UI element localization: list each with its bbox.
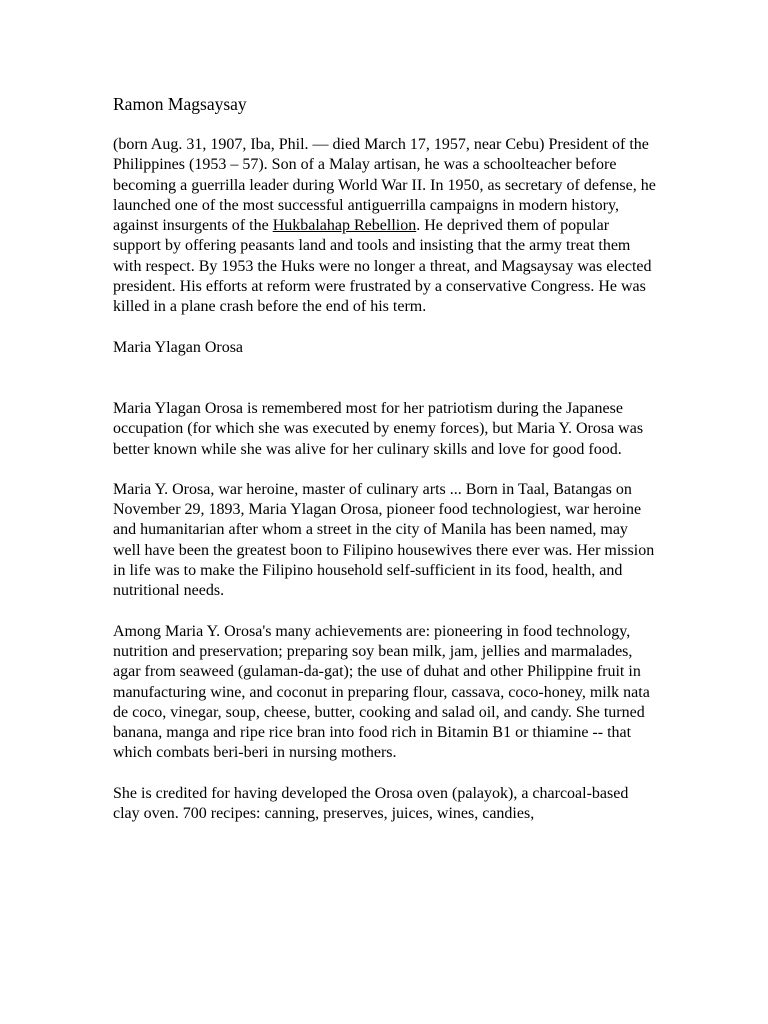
orosa-paragraph-1: Maria Ylagan Orosa is remembered most for her patriotism during the Japanese occupation (for which she was executed by enemy forces), but Maria Y. Orosa was better known while she was alive for her culinary skills and love for good food. [113,399,644,458]
document-page [113,93,658,844]
hukbalahap-rebellion-link[interactable]: Hukbalahap Rebellion [272,217,417,235]
orosa-paragraph-4: She is credited for having developed the Orosa oven (palayok), a charcoal-based clay oven. 700 recipes: canning, preserves, juices, wines, candies, [113,784,629,823]
document-title: Ramon Magsaysay [113,94,247,114]
orosa-paragraph-2: Maria Y. Orosa, war heroine, master of culinary arts ... Born in Taal, Batangas on November 29, 1893, Maria Ylagan Orosa, pioneer food technologiest, war heroine and humanitarian after whom a street in the city of Manila has been named, may well have been the greatest boon to Filipino housewives there ever was. Her mission in life was to make the Filipino household self-sufficient in its food, health, and nutritional needs. [113,480,655,600]
section-heading-orosa: Maria Ylagan Orosa [113,338,244,356]
bio-text-before-link: (born Aug. 31, 1907, Iba, Phil. — died March 17, 1957, near Cebu) President of the Philippines (1953 – 57). Son of a Malay artisan, he was a schoolteacher before becoming a guerrilla leader during World War II. In 1950, as secretary of defense, he launched one of the most successful antiguerrilla campaigns in modern history, against insurgents of the [113,136,656,235]
magsaysay-bio-paragraph [113,135,658,318]
orosa-paragraph-3: Among Maria Y. Orosa's many achievements are: pioneering in food technology, nutrition and preservation; preparing soy bean milk, jam, jellies and marmalades, agar from seaweed (gulaman-da-gat); the use of duhat and other Philippine fruit in manufacturing wine, and coconut in preparing flour, cassava, coco-honey, milk nata de coco, vinegar, soup, cheese, butter, cooking and salad oil, and candy. She turned banana, manga and ripe rice bran into food rich in Bitamin B1 or thiamine -- that which combats beri-beri in nursing mothers. [113,622,650,762]
bio-text-after-link: . He deprived them of popular support by offering peasants land and tools and insisting that the army treat them with respect. By 1953 the Huks were no longer a threat, and Magsaysay was elected president. His efforts at reform were frustrated by a conservative Congress. He was killed in a plane crash before the end of his term. [113,217,652,316]
